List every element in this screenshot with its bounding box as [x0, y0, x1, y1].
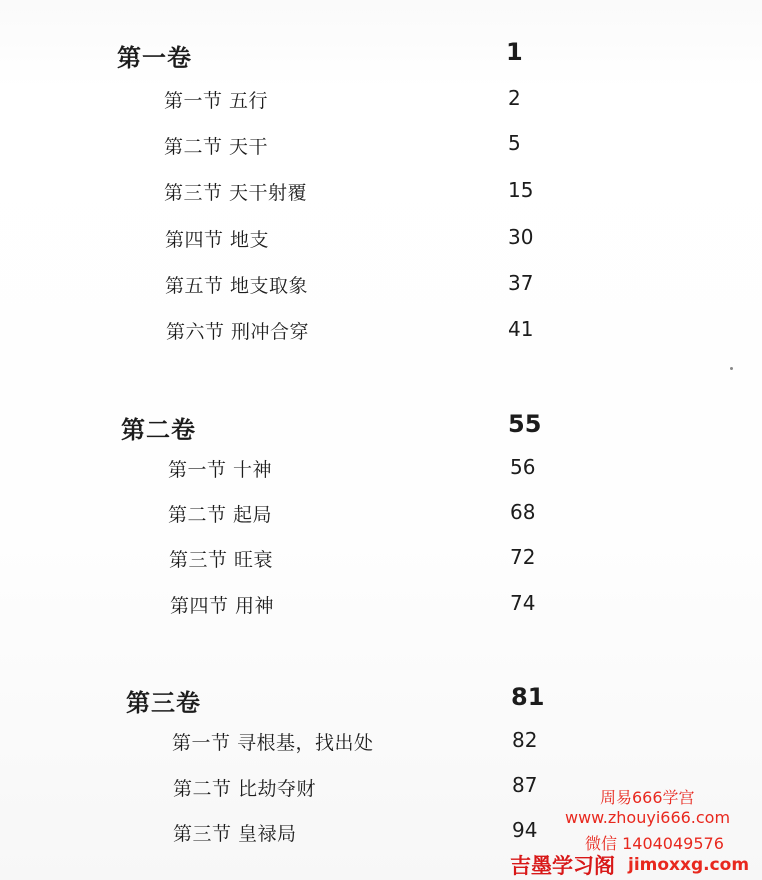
toc-entry-2-3: 第三节 旺衰 — [169, 549, 274, 571]
toc-entry-1-3-page: 15 — [508, 178, 534, 202]
toc-entry-1-4-page: 30 — [508, 225, 534, 249]
toc-entry-1-6-page: 41 — [508, 317, 534, 341]
watermark-line-1: 周易666学宫 — [600, 788, 695, 807]
watermark-brand-url: jimoxxg.com — [628, 855, 750, 875]
toc-entry-1-1-page: 2 — [508, 86, 521, 110]
watermark-line-2: www.zhouyi666.com — [565, 808, 731, 827]
toc-entry-1-5-page: 37 — [508, 271, 534, 295]
volume-3-title: 第三卷 — [126, 689, 201, 717]
toc-entry-3-1-page: 82 — [512, 728, 538, 752]
toc-entry-2-2: 第二节 起局 — [168, 504, 273, 526]
toc-entry-2-1-page: 56 — [510, 455, 536, 479]
toc-entry-1-1: 第一节 五行 — [164, 90, 269, 112]
toc-entry-2-1: 第一节 十神 — [168, 459, 273, 481]
watermark-brand: 吉墨学习阁 — [510, 854, 615, 878]
toc-entry-2-2-page: 68 — [510, 500, 536, 524]
toc-entry-3-2-page: 87 — [512, 773, 538, 797]
toc-entry-3-2: 第二节 比劫夺财 — [173, 778, 317, 800]
volume-1-page: 1 — [506, 38, 523, 66]
toc-entry-1-3: 第三节 天干射覆 — [164, 182, 308, 204]
toc-entry-2-4-page: 74 — [510, 591, 536, 615]
scan-speck — [730, 367, 733, 370]
volume-2-page: 55 — [508, 410, 542, 438]
toc-entry-3-1: 第一节 寻根基，找出处 — [172, 732, 374, 754]
toc-entry-2-3-page: 72 — [510, 545, 536, 569]
toc-entry-1-6: 第六节 刑冲合穿 — [166, 321, 310, 343]
volume-1-title: 第一卷 — [117, 44, 192, 72]
toc-entry-3-3-page: 94 — [512, 818, 538, 842]
toc-entry-3-3: 第三节 皇禄局 — [173, 823, 297, 845]
toc-entry-1-2: 第二节 天干 — [164, 136, 269, 158]
toc-entry-2-4: 第四节 用神 — [170, 595, 275, 617]
volume-2-title: 第二卷 — [121, 416, 196, 444]
toc-entry-1-5: 第五节 地支取象 — [165, 275, 309, 297]
watermark-line-3: 微信 1404049576 — [585, 834, 724, 853]
toc-entry-1-4: 第四节 地支 — [165, 229, 270, 251]
toc-entry-1-2-page: 5 — [508, 131, 521, 155]
volume-3-page: 81 — [511, 683, 545, 711]
